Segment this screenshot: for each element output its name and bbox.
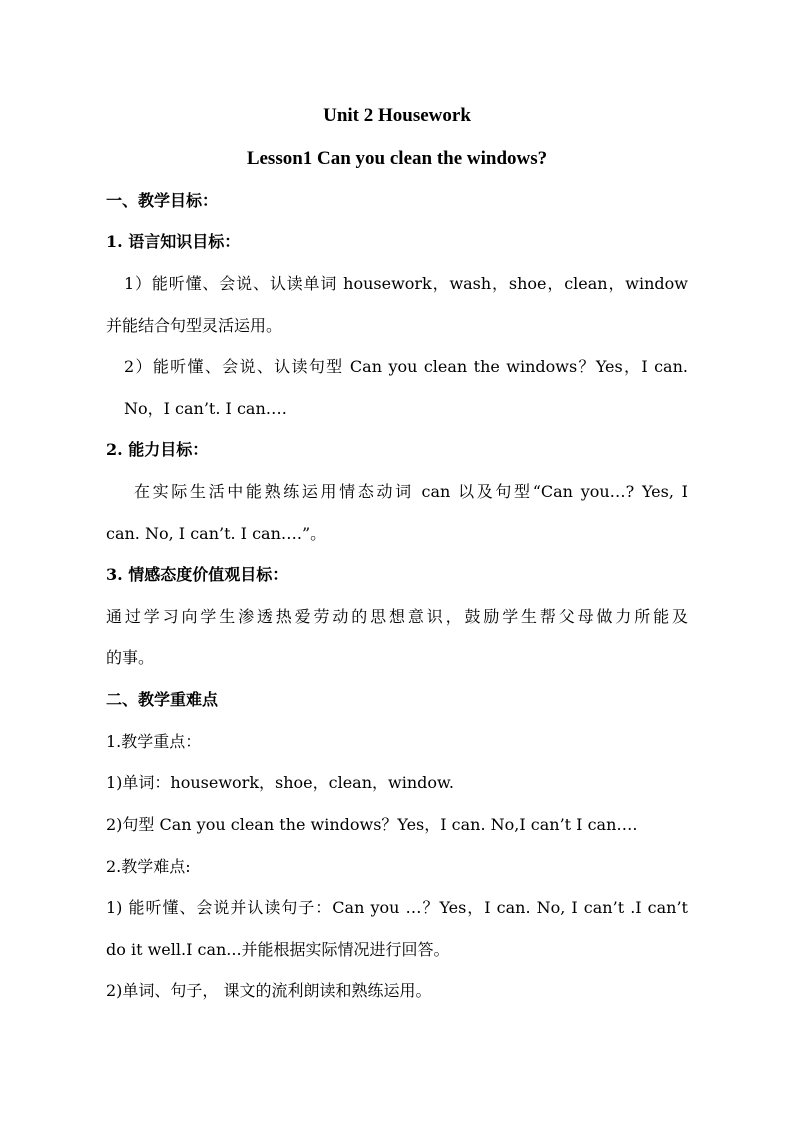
section-heading-objectives: 一、教学目标：	[106, 191, 219, 210]
paragraph-line: 的事。	[106, 648, 155, 667]
subheading-emotion-values: 3. 情感态度价值观目标：	[106, 565, 289, 584]
paragraph-line: do it well.I can...并能根据实际情况进行回答。	[106, 940, 450, 959]
paragraph-line: 2）能听懂、会说、认读句型 Can you clean the windows？Yes，I can.	[124, 357, 688, 376]
paragraph-line: 在实际生活中能熟练运用情态动词 can 以及句型“Can you…? Yes, I	[134, 482, 688, 501]
paragraph-line: 2)单词、句子， 课文的流利朗读和熟练运用。	[106, 981, 432, 1000]
paragraph-line: No，I can’t. I can….	[124, 399, 287, 418]
document-subtitle: Lesson1 Can you clean the windows?	[246, 148, 548, 169]
paragraph-line: 1) 能听懂、会说并认读句子：Can you …？Yes，I can. No, I can’t .I can’t	[106, 898, 688, 917]
paragraph-line: can. No, I can’t. I can….”。	[106, 524, 327, 543]
document-title: Unit 2 Housework	[323, 105, 471, 126]
subheading-language-knowledge: 1. 语言知识目标：	[106, 232, 241, 251]
paragraph-line: 1.教学重点：	[106, 732, 202, 751]
paragraph-line: 通过学习向学生渗透热爱劳动的思想意识，鼓励学生帮父母做力所能及	[106, 607, 688, 626]
paragraph-line: 1）能听懂、会说、认读单词 housework，wash，shoe，clean，window	[124, 274, 688, 293]
paragraph-line: 2)句型 Can you clean the windows？Yes，I can. No,I can’t I can….	[106, 815, 638, 834]
paragraph-line: 1)单词：housework，shoe，clean，window.	[106, 773, 454, 792]
subheading-ability: 2. 能力目标：	[106, 440, 209, 459]
paragraph-line: 并能结合句型灵活运用。	[106, 316, 283, 335]
paragraph-line: 2.教学难点:	[106, 857, 191, 876]
section-heading-key-points: 二、教学重难点	[106, 690, 219, 709]
